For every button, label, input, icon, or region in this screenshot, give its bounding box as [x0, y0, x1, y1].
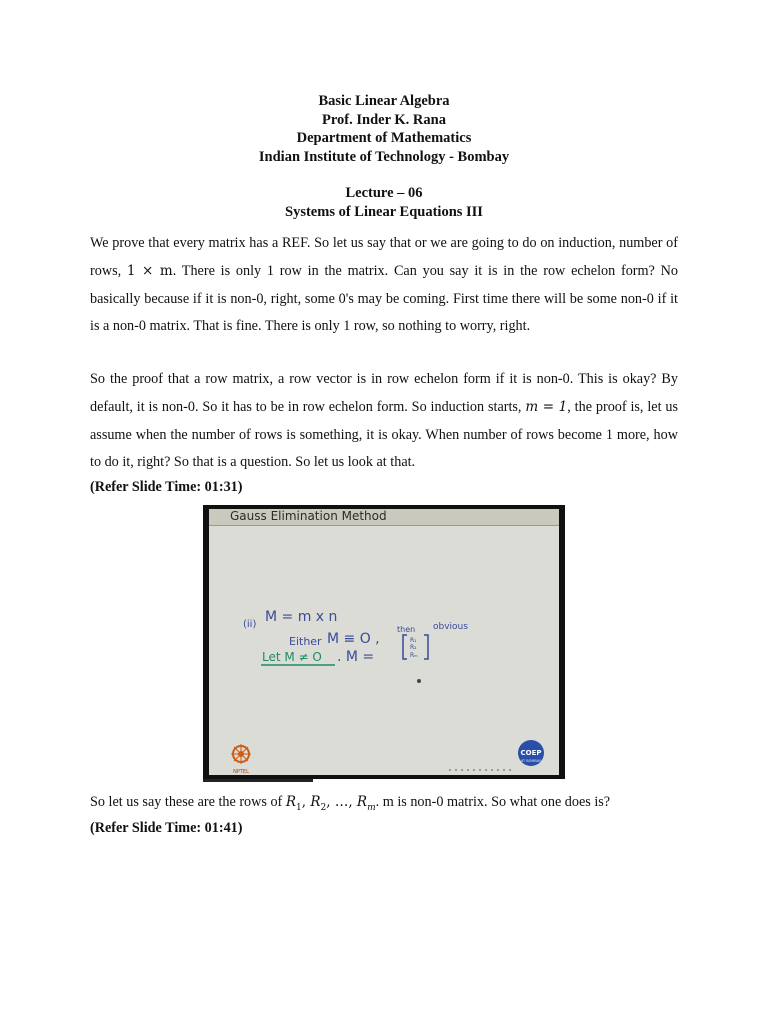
paragraph-2-text-a: So the proof that a row matrix, a row vector is in row echelon form if it is non-0. This is okay? By default, it is non-0. So it has to be in row echelon form. So induction starts,: [90, 371, 678, 415]
slide-m-equals: . M =: [337, 649, 375, 665]
document-header: [0, 92, 768, 221]
coep-logo: [518, 740, 544, 766]
institute-name: Indian Institute of Technology - Bombay: [258, 148, 510, 165]
refer-slide-time-1: (Refer Slide Time: 01:31): [90, 479, 243, 495]
math-1-by-m: 1 × m: [126, 262, 173, 279]
lecture-slide-image: [203, 505, 565, 779]
svg-text:COEP: COEP: [520, 749, 542, 757]
slide-matrix-rows: [410, 637, 418, 659]
paragraph-3: So let us say these are the rows of $R_1$, $R_2$, …, $R_m$. m is non-0 matrix. So what one does is?: [90, 794, 611, 813]
slide-progress-bar: [203, 779, 313, 782]
slide-either: Either: [289, 635, 322, 648]
slide-line-1: M = m x n: [265, 609, 338, 625]
nptel-logo: [231, 744, 251, 775]
svg-text:Rₘ: Rₘ: [410, 652, 418, 659]
paragraph-2-text-b: , the proof is, let us assume when the number of rows is something, it is okay. When number of rows become 1 more, how to do it, right? So that is a question. So let us look at that.: [90, 398, 678, 471]
slide-title: Gauss Elimination Method: [230, 509, 387, 523]
slide-cursor-dot: [417, 679, 421, 683]
svg-text:R₂: R₂: [410, 644, 417, 651]
slide-handwriting: [209, 509, 559, 775]
slide-then: then: [397, 625, 416, 634]
svg-text:IIT BOMBAY: IIT BOMBAY: [520, 759, 542, 763]
slide-control-dots: [449, 769, 511, 771]
paragraph-2: [90, 366, 678, 477]
course-title: Basic Linear Algebra: [318, 93, 450, 109]
math-m-equals-1: m = 1: [525, 398, 568, 415]
lecture-topic: Systems of Linear Equations III: [285, 203, 483, 220]
refer-slide-time-2: (Refer Slide Time: 01:41): [90, 820, 243, 836]
slide-m-zero: M ≡ O ,: [327, 631, 380, 647]
professor-name: Prof. Inder K. Rana: [322, 111, 446, 128]
lecture-number: Lecture – 06: [345, 185, 423, 201]
svg-text:R₁: R₁: [410, 637, 417, 644]
slide-label-ii: (ii): [243, 619, 257, 630]
paragraph-1-text-a: We prove that every matrix has a REF. So let us say that or we are going to do on induction, number of rows,: [90, 235, 678, 279]
department-name: Department of Mathematics: [296, 130, 472, 146]
svg-text:NPTEL: NPTEL: [233, 769, 249, 775]
paragraph-1: [90, 230, 678, 341]
slide-let-m-nonzero: Let M ≠ O: [262, 650, 322, 664]
paragraph-3-text-a: So let us say these are the rows of: [90, 794, 286, 810]
paragraph-1-text-b: . There is only 1 row in the matrix. Can you say it is in the row echelon form? No basically because if it is non-0, right, some 0's may be coming. First time there will be some non-0 if it is a non-0 matrix. That is fine. There is only 1 row, so nothing to worry, right.: [90, 262, 678, 335]
paragraph-3-text-b: . m is non-0 matrix. So what one does is?: [375, 794, 611, 810]
slide-obvious: obvious: [433, 622, 468, 632]
